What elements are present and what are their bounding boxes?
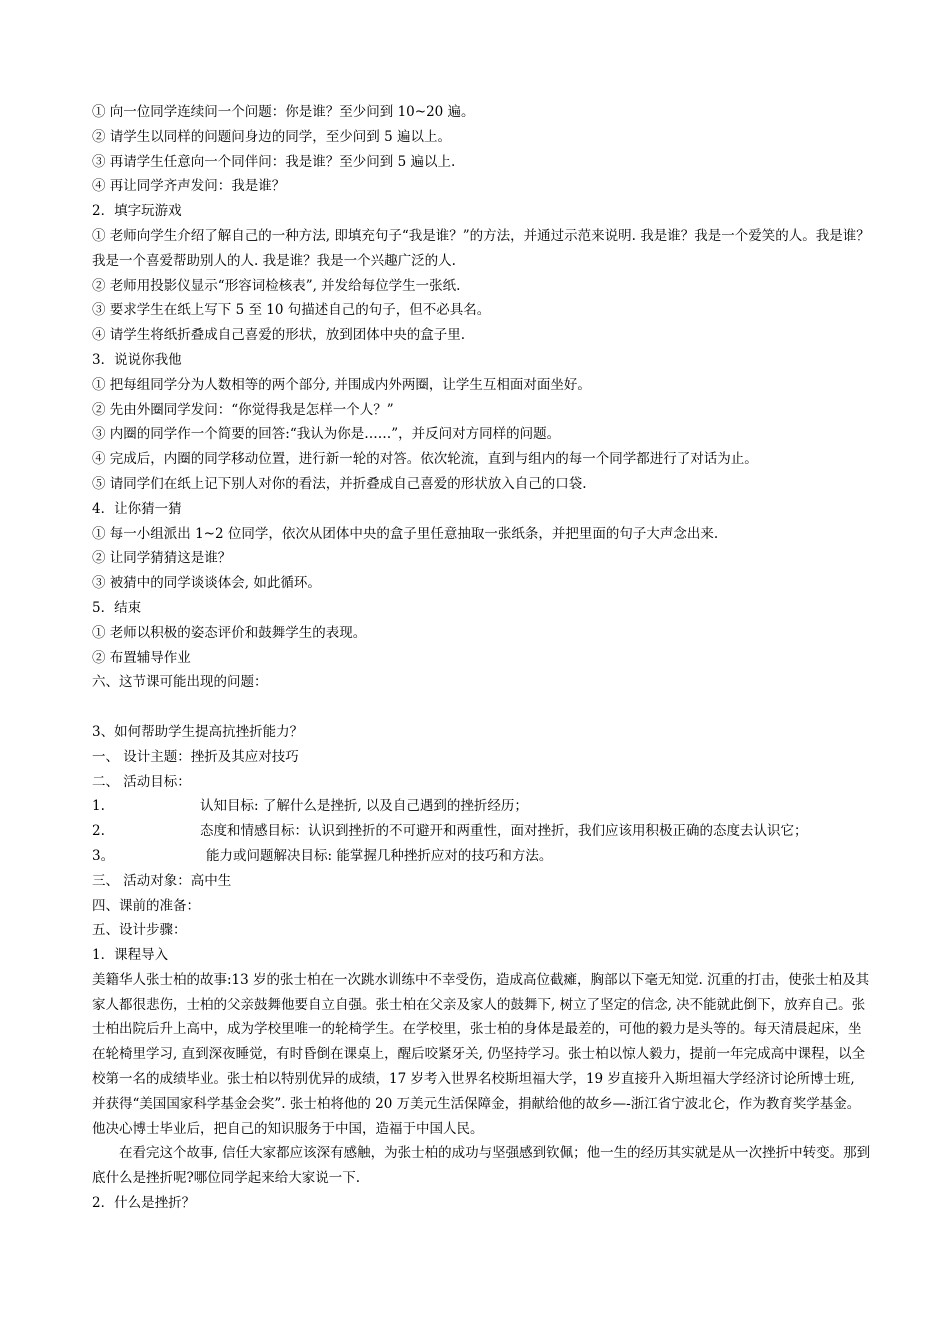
section-heading: 2．填字玩游戏 <box>92 203 182 220</box>
section-heading: 3、如何帮助学生提高抗挫折能力？ <box>92 723 304 740</box>
goal-number: 1. <box>92 798 105 815</box>
text-paragraph: 在看完这个故事, 信任大家都应该深有感触，为张士柏的成功与坚强感到钦佩；他一生的经历其实就是从一次挫折中转变。那到底什么是挫折呢?哪位同学起来给大家说一下. <box>92 1145 871 1187</box>
text-line: ④ 完成后，内圈的同学移动位置，进行新一轮的对答。依次轮流，直到与组内的每一个同学都进行了对话为止。 <box>92 451 758 468</box>
text-line: ③ 要求学生在纸上写下 5 至 10 句描述自己的句子，但不必具名。 <box>92 302 491 319</box>
section-heading: 3．说说你我他 <box>92 351 182 368</box>
goal-number: 3。 <box>92 847 115 864</box>
goal-item <box>92 819 872 844</box>
text-line: ② 请学生以同样的问题问身边的同学，至少问到 5 遍以上。 <box>92 128 451 145</box>
text-line: ⑤ 请同学们在纸上记下别人对你的看法，并折叠成自己喜爱的形状放入自己的口袋. <box>92 475 587 492</box>
text-line: ② 先由外圈同学发问：“你觉得我是怎样一个人？” <box>92 401 394 418</box>
section-heading: 四、课前的准备： <box>92 897 200 914</box>
text-line: ③ 内圈的同学作一个简要的回答:“我认为你是……”，并反问对方同样的问题。 <box>92 426 561 443</box>
text-line: ③ 再请学生任意向一个同伴问：我是谁？至少问到 5 遍以上. <box>92 153 456 170</box>
text-line: ④ 请学生将纸折叠成自己喜爱的形状，放到团体中央的盒子里. <box>92 327 466 344</box>
document-page <box>92 100 872 1216</box>
goal-text: 认知目标: 了解什么是挫折, 以及自己遇到的挫折经历； <box>200 798 528 815</box>
story-paragraph: 美籍华人张士柏的故事:13 岁的张士柏在一次跳水训练中不幸受伤，造成高位截瘫，胸部以下毫无知觉. 沉重的打击，使张士柏及其家人都很悲伤，士柏的父亲鼓舞他要自立自强。张士柏在父亲及家人的鼓舞下, 树立了坚定的信念, 决不能就此倒下，放弃自己。张士柏出院后升上高中，成为学校里唯一的轮椅学生。在学校里，张士柏的身体是最差的，可他的毅力是头等的。每天清晨起床，坐在轮椅里学习, 直到深夜睡觉，有时昏倒在课桌上，醒后咬紧牙关, 仍坚持学习。张士柏以惊人毅力，提前一年完成高中课程，以全校第一名的成绩毕业。张士柏以特别优异的成绩，17 岁考入世界名校斯坦福大学，19 岁直接升入斯坦福大学经济讨论所博士班, 并获得“美国国家科学基金会奖”. 张士柏将他的 20 万美元生活保障金，捐献给他的故乡—-浙江省宁波北仑，作为教育奖学基金。他决心博士毕业后，把自己的知识服务于中国，造福于中国人民。 <box>92 971 870 1137</box>
text-line: ② 布置辅导作业 <box>92 649 191 666</box>
text-line: ① 老师以积极的姿态评价和鼓舞学生的表现。 <box>92 624 367 641</box>
text-line: ① 向一位同学连续问一个问题：你是谁？至少问到 10~20 遍。 <box>92 104 475 120</box>
section-heading: 二、 活动目标： <box>92 773 191 790</box>
text-line: ② 让同学猜猜这是谁？ <box>92 550 232 567</box>
section-heading: 4．让你猜一猜 <box>92 500 182 517</box>
section-heading: 5．结束 <box>92 599 142 616</box>
section-heading: 2．什么是挫折？ <box>92 1195 196 1212</box>
text-line: ② 老师用投影仪显示“形容词检核表”, 并发给每位学生一张纸. <box>92 277 461 294</box>
section-heading: 1．课程导入 <box>92 947 169 964</box>
text-line: ① 把每组同学分为人数相等的两个部分, 并围成内外两圈，让学生互相面对面坐好。 <box>92 376 591 393</box>
blank-line <box>92 695 872 720</box>
section-heading: 三、 活动对象：高中生 <box>92 872 232 889</box>
goal-item <box>92 794 872 819</box>
text-line: ③ 被猜中的同学谈谈体会, 如此循环。 <box>92 575 321 592</box>
goal-text: 能力或问题解决目标: 能掌握几种挫折应对的技巧和方法。 <box>206 847 553 864</box>
goal-number: 2. <box>92 823 105 840</box>
goal-item <box>92 844 872 869</box>
section-heading: 五、设计步骤： <box>92 922 187 939</box>
text-line: ① 每一小组派出 1~2 位同学，依次从团体中央的盒子里任意抽取一张纸条，并把里面的句子大声念出来. <box>92 525 719 542</box>
text-line: ④ 再让同学齐声发问：我是谁？ <box>92 178 286 195</box>
goal-text: 态度和情感目标：认识到挫折的不可避开和两重性，面对挫折，我们应该用积极正确的态度去认识它； <box>200 823 808 840</box>
section-heading: 一、 设计主题：挫折及其应对技巧 <box>92 748 299 765</box>
text-paragraph: ① 老师向学生介绍了解自己的一种方法, 即填充句子“我是谁？”的方法，并通过示范来说明. 我是谁？我是一个爱笑的人。我是谁？我是一个喜爱帮助别人的人. 我是谁？我是一个兴趣广泛的人. <box>92 227 870 269</box>
section-heading: 六、这节课可能出现的问题： <box>92 674 268 691</box>
